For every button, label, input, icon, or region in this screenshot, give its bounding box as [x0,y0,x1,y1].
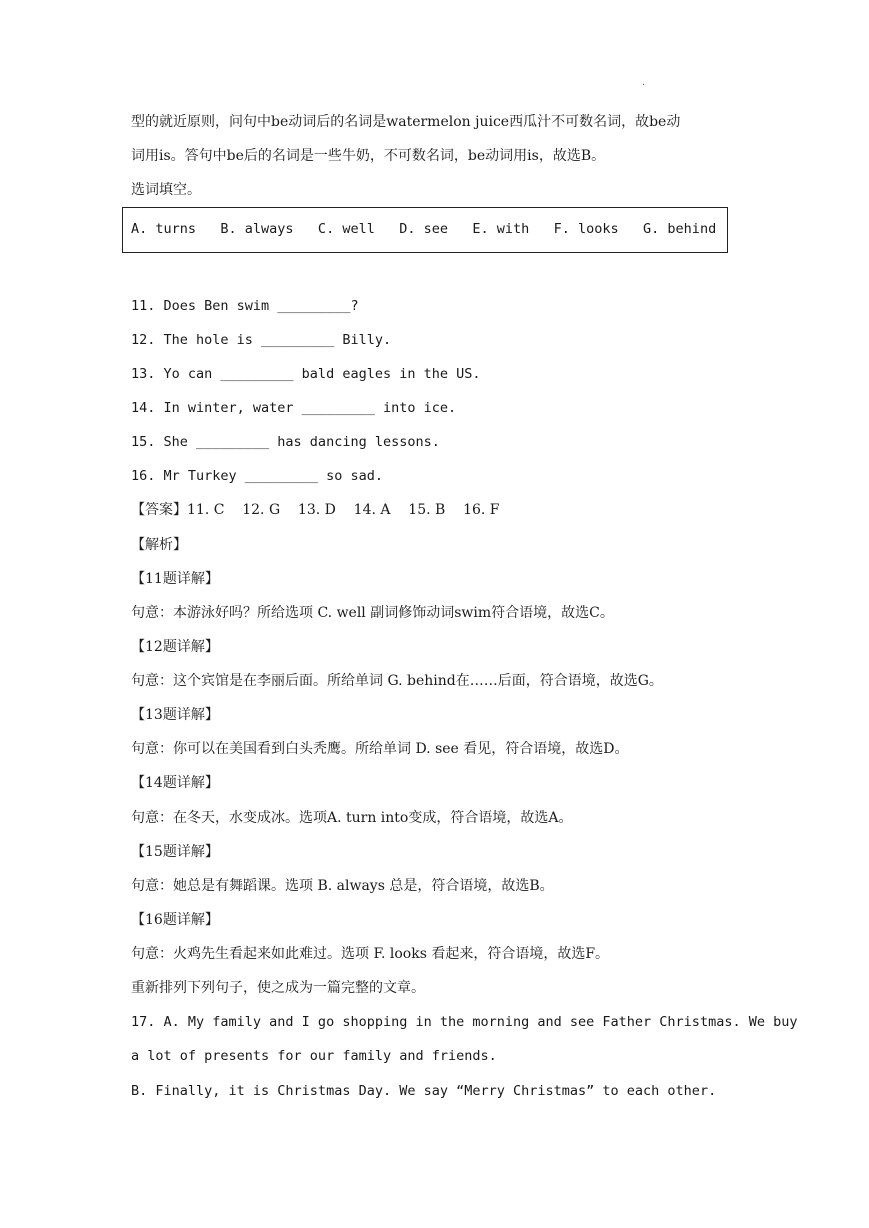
word-options-box [122,207,728,253]
question-11: 11. Does Ben swim _________? [131,298,359,314]
detail-heading-11: 【11题详解】 [131,571,219,587]
question-15: 15. She _________ has dancing lessons. [131,434,440,450]
question-14: 14. In winter, water _________ into ice. [131,400,457,416]
paragraph-line: 型的就近原则，问句中be动词后的名词是watermelon juice西瓜汁不可数名词，故be动 [131,114,681,130]
answer-line: 【答案】11. C 12. G 13. D 14. A 15. B 16. F [131,502,500,518]
detail-text-12: 句意：这个宾馆是在李丽后面。所给单词 G. behind在……后面，符合语境，故选G。 [131,673,663,689]
question-16: 16. Mr Turkey _________ so sad. [131,468,383,484]
detail-heading-12: 【12题详解】 [131,639,219,655]
detail-text-11: 句意：本游泳好吗？所给选项 C. well 副词修饰动词swim符合语境，故选C。 [131,605,614,621]
reorder-instruction: 重新排列下列句子，使之成为一篇完整的文章。 [131,980,425,996]
detail-heading-15: 【15题详解】 [131,844,219,860]
question-12: 12. The hole is _________ Billy. [131,332,392,348]
detail-text-15: 句意：她总是有舞蹈课。选项 B. always 总是，符合语境，故选B。 [131,878,554,894]
question-13: 13. Yo can _________ bald eagles in the US. [131,366,481,382]
page-mark: · [642,80,646,91]
detail-heading-13: 【13题详解】 [131,707,219,723]
paragraph-line: 词用is。答句中be后的名词是一些牛奶，不可数名词，be动词用is，故选B。 [131,148,606,164]
detail-text-16: 句意：火鸡先生看起来如此难过。选项 F. looks 看起来，符合语境，故选F。 [131,946,610,962]
detail-heading-16: 【16题详解】 [131,912,219,928]
analysis-heading: 【解析】 [131,537,187,553]
section-instruction: 选词填空。 [131,182,201,198]
detail-text-13: 句意：你可以在美国看到白头秃鹰。所给单词 D. see 看见，符合语境，故选D。 [131,741,629,757]
word-options: A. turns B. always C. well D. see E. with F. looks G. behind [131,221,717,237]
passage-line: B. Finally, it is Christmas Day. We say “Merry Christmas” to each other. [131,1083,717,1099]
detail-heading-14: 【14题详解】 [131,775,219,791]
detail-text-14: 句意：在冬天，水变成冰。选项A. turn into变成，符合语境，故选A。 [131,810,573,826]
passage-line: a lot of presents for our family and friends. [131,1048,497,1064]
passage-line: 17. A. My family and I go shopping in the morning and see Father Christmas. We buy [131,1014,798,1030]
